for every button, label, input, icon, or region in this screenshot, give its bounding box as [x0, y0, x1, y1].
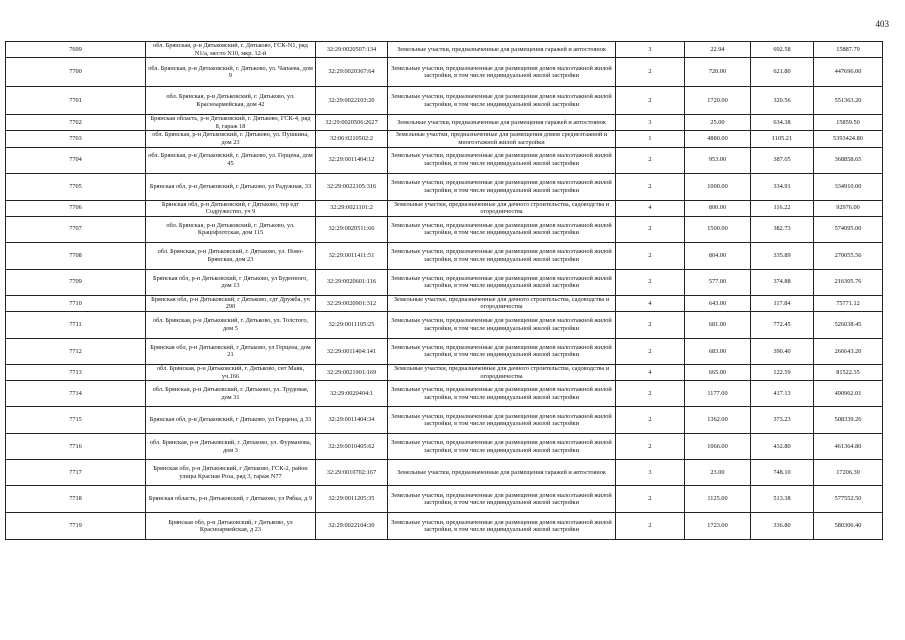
specific-value-cell: 634.38 — [751, 115, 814, 131]
cadastral-value-cell: 75771.12 — [814, 295, 883, 311]
cadastral-value-cell: 270055.56 — [814, 242, 883, 269]
cadastral-number-cell: 32:29:0020404:1 — [316, 381, 388, 407]
area-cell: 800.00 — [685, 200, 751, 216]
row-number-cell: 7707 — [6, 216, 146, 242]
land-use-cell: Земельные участки, предназначенные для дачного строительства, садоводства и огородничества — [388, 364, 616, 380]
specific-value-cell: 382.73 — [751, 216, 814, 242]
group-cell: 1 — [616, 131, 685, 147]
cadastral-value-cell: 266643.20 — [814, 338, 883, 364]
table-row — [6, 364, 883, 380]
address-cell: Брянская обл, р-н Дятьковский, г Дятьково, ул Герцена, дом 21 — [146, 338, 316, 364]
cadastral-number-cell: 32:29:0020367:64 — [316, 58, 388, 87]
land-use-cell: Земельные участки, предназначенные для размещения домов малоэтажной жилой застройки, в том числе индивидуальной жилой застройки — [388, 269, 616, 295]
table-row — [6, 131, 883, 147]
land-use-cell: Земельные участки, предназначенные для размещения домов малоэтажной жилой застройки, в том числе индивидуальной жилой застройки — [388, 486, 616, 513]
land-use-cell: Земельные участки, предназначенные для размещения домов среднеэтажной и многоэтажной жилой застройки — [388, 131, 616, 147]
address-cell: Брянская обл, р-н Дятьковский, г Дятьково, сдт Дружба, уч 290 — [146, 295, 316, 311]
row-number-cell: 7718 — [6, 486, 146, 513]
address-cell: обл. Брянская, р-н Дятьковский, г. Дятьково, снт Маяк, уч.166 — [146, 364, 316, 380]
row-number-cell: 7699 — [6, 42, 146, 58]
address-cell: обл. Брянская, р-н Дятьковский, г. Дятьково, ул. Толстого, дом 5 — [146, 311, 316, 338]
specific-value-cell: 374.88 — [751, 269, 814, 295]
area-cell: 23.00 — [685, 460, 751, 486]
area-cell: 683.00 — [685, 338, 751, 364]
table-row — [6, 200, 883, 216]
row-number-cell: 7714 — [6, 381, 146, 407]
row-number-cell: 7719 — [6, 513, 146, 540]
table-row — [6, 58, 883, 87]
cadastral-value-cell: 551363.20 — [814, 87, 883, 115]
group-cell: 2 — [616, 58, 685, 87]
cadastral-number-cell: 32:29:0021901:169 — [316, 364, 388, 380]
specific-value-cell: 320.56 — [751, 87, 814, 115]
cadastral-value-cell: 368858.65 — [814, 147, 883, 173]
group-cell: 2 — [616, 513, 685, 540]
table-row — [6, 486, 883, 513]
cadastral-number-cell: 32:29:0011404:34 — [316, 407, 388, 434]
group-cell: 2 — [616, 242, 685, 269]
specific-value-cell: 748.10 — [751, 460, 814, 486]
area-cell: 1723.00 — [685, 513, 751, 540]
group-cell: 2 — [616, 173, 685, 200]
row-number-cell: 7701 — [6, 87, 146, 115]
address-cell: Брянская область, р-н Дятьковский, г Дятьково, ул Рябка, д 9 — [146, 486, 316, 513]
group-cell: 2 — [616, 311, 685, 338]
table-row — [6, 434, 883, 460]
address-cell: Брянская область, р-н Дятьковский, г. Дятьково, ГСК-4, ряд 8, гараж 18 — [146, 115, 316, 131]
cadastral-number-cell: 32:29:0022103:20 — [316, 87, 388, 115]
row-number-cell: 7706 — [6, 200, 146, 216]
specific-value-cell: 336.80 — [751, 513, 814, 540]
specific-value-cell: 432.80 — [751, 434, 814, 460]
address-cell: обл. Брянская, р-н Дятьковский, г. Дятьково, ул. Чапаева, дом 9 — [146, 58, 316, 87]
address-cell: обл. Брянская, р-н Дятьковский, г. Дятьково, ул. Герцена, дом 45 — [146, 147, 316, 173]
land-use-cell: Земельные участки, предназначенные для дачного строительства, садоводства и огородничества — [388, 295, 616, 311]
address-cell: Брянская обл, р-н Дятьковский, г Дятьково, ГСК-2, район улицы Красная Роза, ряд 3, гараж N77 — [146, 460, 316, 486]
land-use-cell: Земельные участки, предназначенные для размещения домов малоэтажной жилой застройки, в том числе индивидуальной жилой застройки — [388, 513, 616, 540]
row-number-cell: 7716 — [6, 434, 146, 460]
specific-value-cell: 122.59 — [751, 364, 814, 380]
area-cell: 1066.00 — [685, 434, 751, 460]
row-number-cell: 7702 — [6, 115, 146, 131]
land-use-cell: Земельные участки, предназначенные для размещения гаражей и автостоянок — [388, 115, 616, 131]
address-cell: обл. Брянская, р-н Дятьковский, г. Дятьково, ул. Фурманова, дом 3 — [146, 434, 316, 460]
cadastral-value-cell: 526038.45 — [814, 311, 883, 338]
group-cell: 2 — [616, 147, 685, 173]
specific-value-cell: 116.22 — [751, 200, 814, 216]
cadastral-value-cell: 334910.00 — [814, 173, 883, 200]
row-number-cell: 7715 — [6, 407, 146, 434]
area-cell: 953.00 — [685, 147, 751, 173]
cadastral-value-cell: 17206.30 — [814, 460, 883, 486]
group-cell: 4 — [616, 295, 685, 311]
address-cell: обл. Брянская, р-н Дятьковский, г. Дятьково, ул. Красноармейская, дом 42 — [146, 87, 316, 115]
table-row — [6, 269, 883, 295]
row-number-cell: 7710 — [6, 295, 146, 311]
row-number-cell: 7711 — [6, 311, 146, 338]
page-number: 403 — [875, 19, 889, 29]
table-row — [6, 147, 883, 173]
group-cell: 2 — [616, 434, 685, 460]
area-cell: 1177.00 — [685, 381, 751, 407]
cadastral-number-cell: 32:29:0020511:66 — [316, 216, 388, 242]
land-use-cell: Земельные участки, предназначенные для размещения домов малоэтажной жилой застройки, в том числе индивидуальной жилой застройки — [388, 87, 616, 115]
specific-value-cell: 335.89 — [751, 242, 814, 269]
row-number-cell: 7703 — [6, 131, 146, 147]
table-row — [6, 460, 883, 486]
row-number-cell: 7713 — [6, 364, 146, 380]
specific-value-cell: 390.40 — [751, 338, 814, 364]
cadastral-number-cell: 32:29:0022105:316 — [316, 173, 388, 200]
specific-value-cell: 621.80 — [751, 58, 814, 87]
cadastral-value-cell: 580306.40 — [814, 513, 883, 540]
cadastral-value-cell: 447696.00 — [814, 58, 883, 87]
cadastral-number-cell: 32:06:0210502:2 — [316, 131, 388, 147]
address-cell: Брянская обл, р-н Дятьковский, г Дятьково, тер едт Содружество, уч 9 — [146, 200, 316, 216]
group-cell: 3 — [616, 42, 685, 58]
table-row — [6, 42, 883, 58]
area-cell: 665.00 — [685, 364, 751, 380]
land-use-cell: Земельные участки, предназначенные для размещения домов малоэтажной жилой застройки, в том числе индивидуальной жилой застройки — [388, 381, 616, 407]
group-cell: 2 — [616, 87, 685, 115]
cadastral-number-cell: 32:29:0011411:51 — [316, 242, 388, 269]
row-number-cell: 7717 — [6, 460, 146, 486]
land-use-cell: Земельные участки, предназначенные для размещения домов малоэтажной жилой застройки, в том числе индивидуальной жилой застройки — [388, 173, 616, 200]
area-cell: 577.00 — [685, 269, 751, 295]
group-cell: 3 — [616, 460, 685, 486]
area-cell: 720.00 — [685, 58, 751, 87]
address-cell: обл. Брянская, р-н Дятьковский, г. Дятьково, ул. Крацофлотская, дом 115 — [146, 216, 316, 242]
land-use-cell: Земельные участки, предназначенные для размещения гаражей и автостоянок — [388, 460, 616, 486]
table-row — [6, 115, 883, 131]
specific-value-cell: 513.38 — [751, 486, 814, 513]
address-cell: Брянская обл, р-н Дятьковский, г Дятьково, ул Красноармейская, д 23 — [146, 513, 316, 540]
area-cell: 1125.00 — [685, 486, 751, 513]
land-use-cell: Земельные участки, предназначенные для размещения домов малоэтажной жилой застройки, в том числе индивидуальной жилой застройки — [388, 147, 616, 173]
row-number-cell: 7704 — [6, 147, 146, 173]
land-use-cell: Земельные участки, предназначенные для размещения гаражей и автостоянок — [388, 42, 616, 58]
group-cell: 4 — [616, 364, 685, 380]
table-row — [6, 173, 883, 200]
row-number-cell: 7709 — [6, 269, 146, 295]
cadastral-number-cell: 32:29:0011404:12 — [316, 147, 388, 173]
table-row — [6, 87, 883, 115]
address-cell: Брянская обл, р-н Дятьковский, г Дятьково, ул Буденного, дом 13 — [146, 269, 316, 295]
land-use-cell: Земельные участки, предназначенные для размещения домов малоэтажной жилой застройки, в том числе индивидуальной жилой застройки — [388, 242, 616, 269]
table-row — [6, 407, 883, 434]
group-cell: 2 — [616, 338, 685, 364]
cadastral-number-cell: 32:29:0010405:62 — [316, 434, 388, 460]
specific-value-cell: 772.45 — [751, 311, 814, 338]
land-use-cell: Земельные участки, предназначенные для размещения домов малоэтажной жилой застройки, в том числе индивидуальной жилой застройки — [388, 216, 616, 242]
specific-value-cell: 117.84 — [751, 295, 814, 311]
land-use-cell: Земельные участки, предназначенные для размещения домов малоэтажной жилой застройки, в том числе индивидуальной жилой застройки — [388, 434, 616, 460]
table-row — [6, 216, 883, 242]
land-use-cell: Земельные участки, предназначенные для размещения домов малоэтажной жилой застройки, в том числе индивидуальной жилой застройки — [388, 311, 616, 338]
cadastral-value-cell: 5393424.80 — [814, 131, 883, 147]
land-use-cell: Земельные участки, предназначенные для размещения домов малоэтажной жилой застройки, в том числе индивидуальной жилой застройки — [388, 58, 616, 87]
area-cell: 1720.00 — [685, 87, 751, 115]
land-use-cell: Земельные участки, предназначенные для размещения домов малоэтажной жилой застройки, в том числе индивидуальной жилой застройки — [388, 338, 616, 364]
specific-value-cell: 387.05 — [751, 147, 814, 173]
cadastral-number-cell: 32:29:0010702:167 — [316, 460, 388, 486]
cadastral-value-cell: 216305.76 — [814, 269, 883, 295]
specific-value-cell: 373.23 — [751, 407, 814, 434]
cadastral-number-cell: 32:29:0020901:312 — [316, 295, 388, 311]
cadastral-number-cell: 32:29:0020507:134 — [316, 42, 388, 58]
area-cell: 681.00 — [685, 311, 751, 338]
address-cell: обл. Брянская, р-н Дятьковский, г. Дятьково, ГСК-N1, ряд N1/а, место N10, мкр. 12-й — [146, 42, 316, 58]
area-cell: 643.00 — [685, 295, 751, 311]
table-row — [6, 295, 883, 311]
cadastral-value-cell: 15859.50 — [814, 115, 883, 131]
cadastral-number-cell: 32:29:0020506:2627 — [316, 115, 388, 131]
cadastral-value-cell: 81522.35 — [814, 364, 883, 380]
address-cell: обл. Брянская, р-н Дятьковский, г. Дятьково, ул. Трудовая, дом 31 — [146, 381, 316, 407]
specific-value-cell: 334.91 — [751, 173, 814, 200]
specific-value-cell: 692.58 — [751, 42, 814, 58]
row-number-cell: 7708 — [6, 242, 146, 269]
specific-value-cell: 417.13 — [751, 381, 814, 407]
table-row — [6, 513, 883, 540]
group-cell: 2 — [616, 407, 685, 434]
area-cell: 4880.00 — [685, 131, 751, 147]
table-row — [6, 311, 883, 338]
area-cell: 25.00 — [685, 115, 751, 131]
group-cell: 2 — [616, 381, 685, 407]
area-cell: 1362.00 — [685, 407, 751, 434]
address-cell: Брянская обл, р-н Дятьковский, г Дятьково, ул Герцена, д 33 — [146, 407, 316, 434]
table-row — [6, 381, 883, 407]
address-cell: обл. Брянская, р-н Дятьковский, г. Дятьково, ул. Пушкина, дом 23 — [146, 131, 316, 147]
area-cell: 1000.00 — [685, 173, 751, 200]
cadastral-number-cell: 32:29:0021101:2 — [316, 200, 388, 216]
land-use-cell: Земельные участки, предназначенные для дачного строительства, садоводства и огородничества — [388, 200, 616, 216]
address-cell: обл. Брянская, р-н Дятьковский, г. Дятьково, ул. Ново-Брянская, дом 23 — [146, 242, 316, 269]
cadastral-number-cell: 32:29:0011105:25 — [316, 311, 388, 338]
specific-value-cell: 1105.21 — [751, 131, 814, 147]
area-cell: 1500.00 — [685, 216, 751, 242]
cadastral-value-cell: 577552.50 — [814, 486, 883, 513]
cadastral-value-cell: 508339.26 — [814, 407, 883, 434]
cadastral-number-cell: 32:29:0020601:116 — [316, 269, 388, 295]
group-cell: 2 — [616, 216, 685, 242]
cadastral-value-cell: 92976.00 — [814, 200, 883, 216]
row-number-cell: 7705 — [6, 173, 146, 200]
table-row — [6, 242, 883, 269]
land-use-cell: Земельные участки, предназначенные для размещения домов малоэтажной жилой застройки, в том числе индивидуальной жилой застройки — [388, 407, 616, 434]
row-number-cell: 7712 — [6, 338, 146, 364]
group-cell: 4 — [616, 200, 685, 216]
cadastral-number-cell: 32:29:0022104:30 — [316, 513, 388, 540]
table-row — [6, 338, 883, 364]
row-number-cell: 7700 — [6, 58, 146, 87]
area-cell: 804.00 — [685, 242, 751, 269]
cadastral-value-cell: 461364.80 — [814, 434, 883, 460]
address-cell: Брянская обл, р-н Дятьковский, г Дятьково, ул Радужная, 33 — [146, 173, 316, 200]
group-cell: 2 — [616, 269, 685, 295]
cadastral-value-cell: 490962.01 — [814, 381, 883, 407]
cadastral-value-table — [5, 41, 883, 540]
cadastral-value-cell: 574095.00 — [814, 216, 883, 242]
cadastral-number-cell: 32:29:0011404:141 — [316, 338, 388, 364]
cadastral-number-cell: 32:29:0011205:35 — [316, 486, 388, 513]
group-cell: 2 — [616, 486, 685, 513]
group-cell: 3 — [616, 115, 685, 131]
cadastral-value-cell: 15887.79 — [814, 42, 883, 58]
area-cell: 22.94 — [685, 42, 751, 58]
